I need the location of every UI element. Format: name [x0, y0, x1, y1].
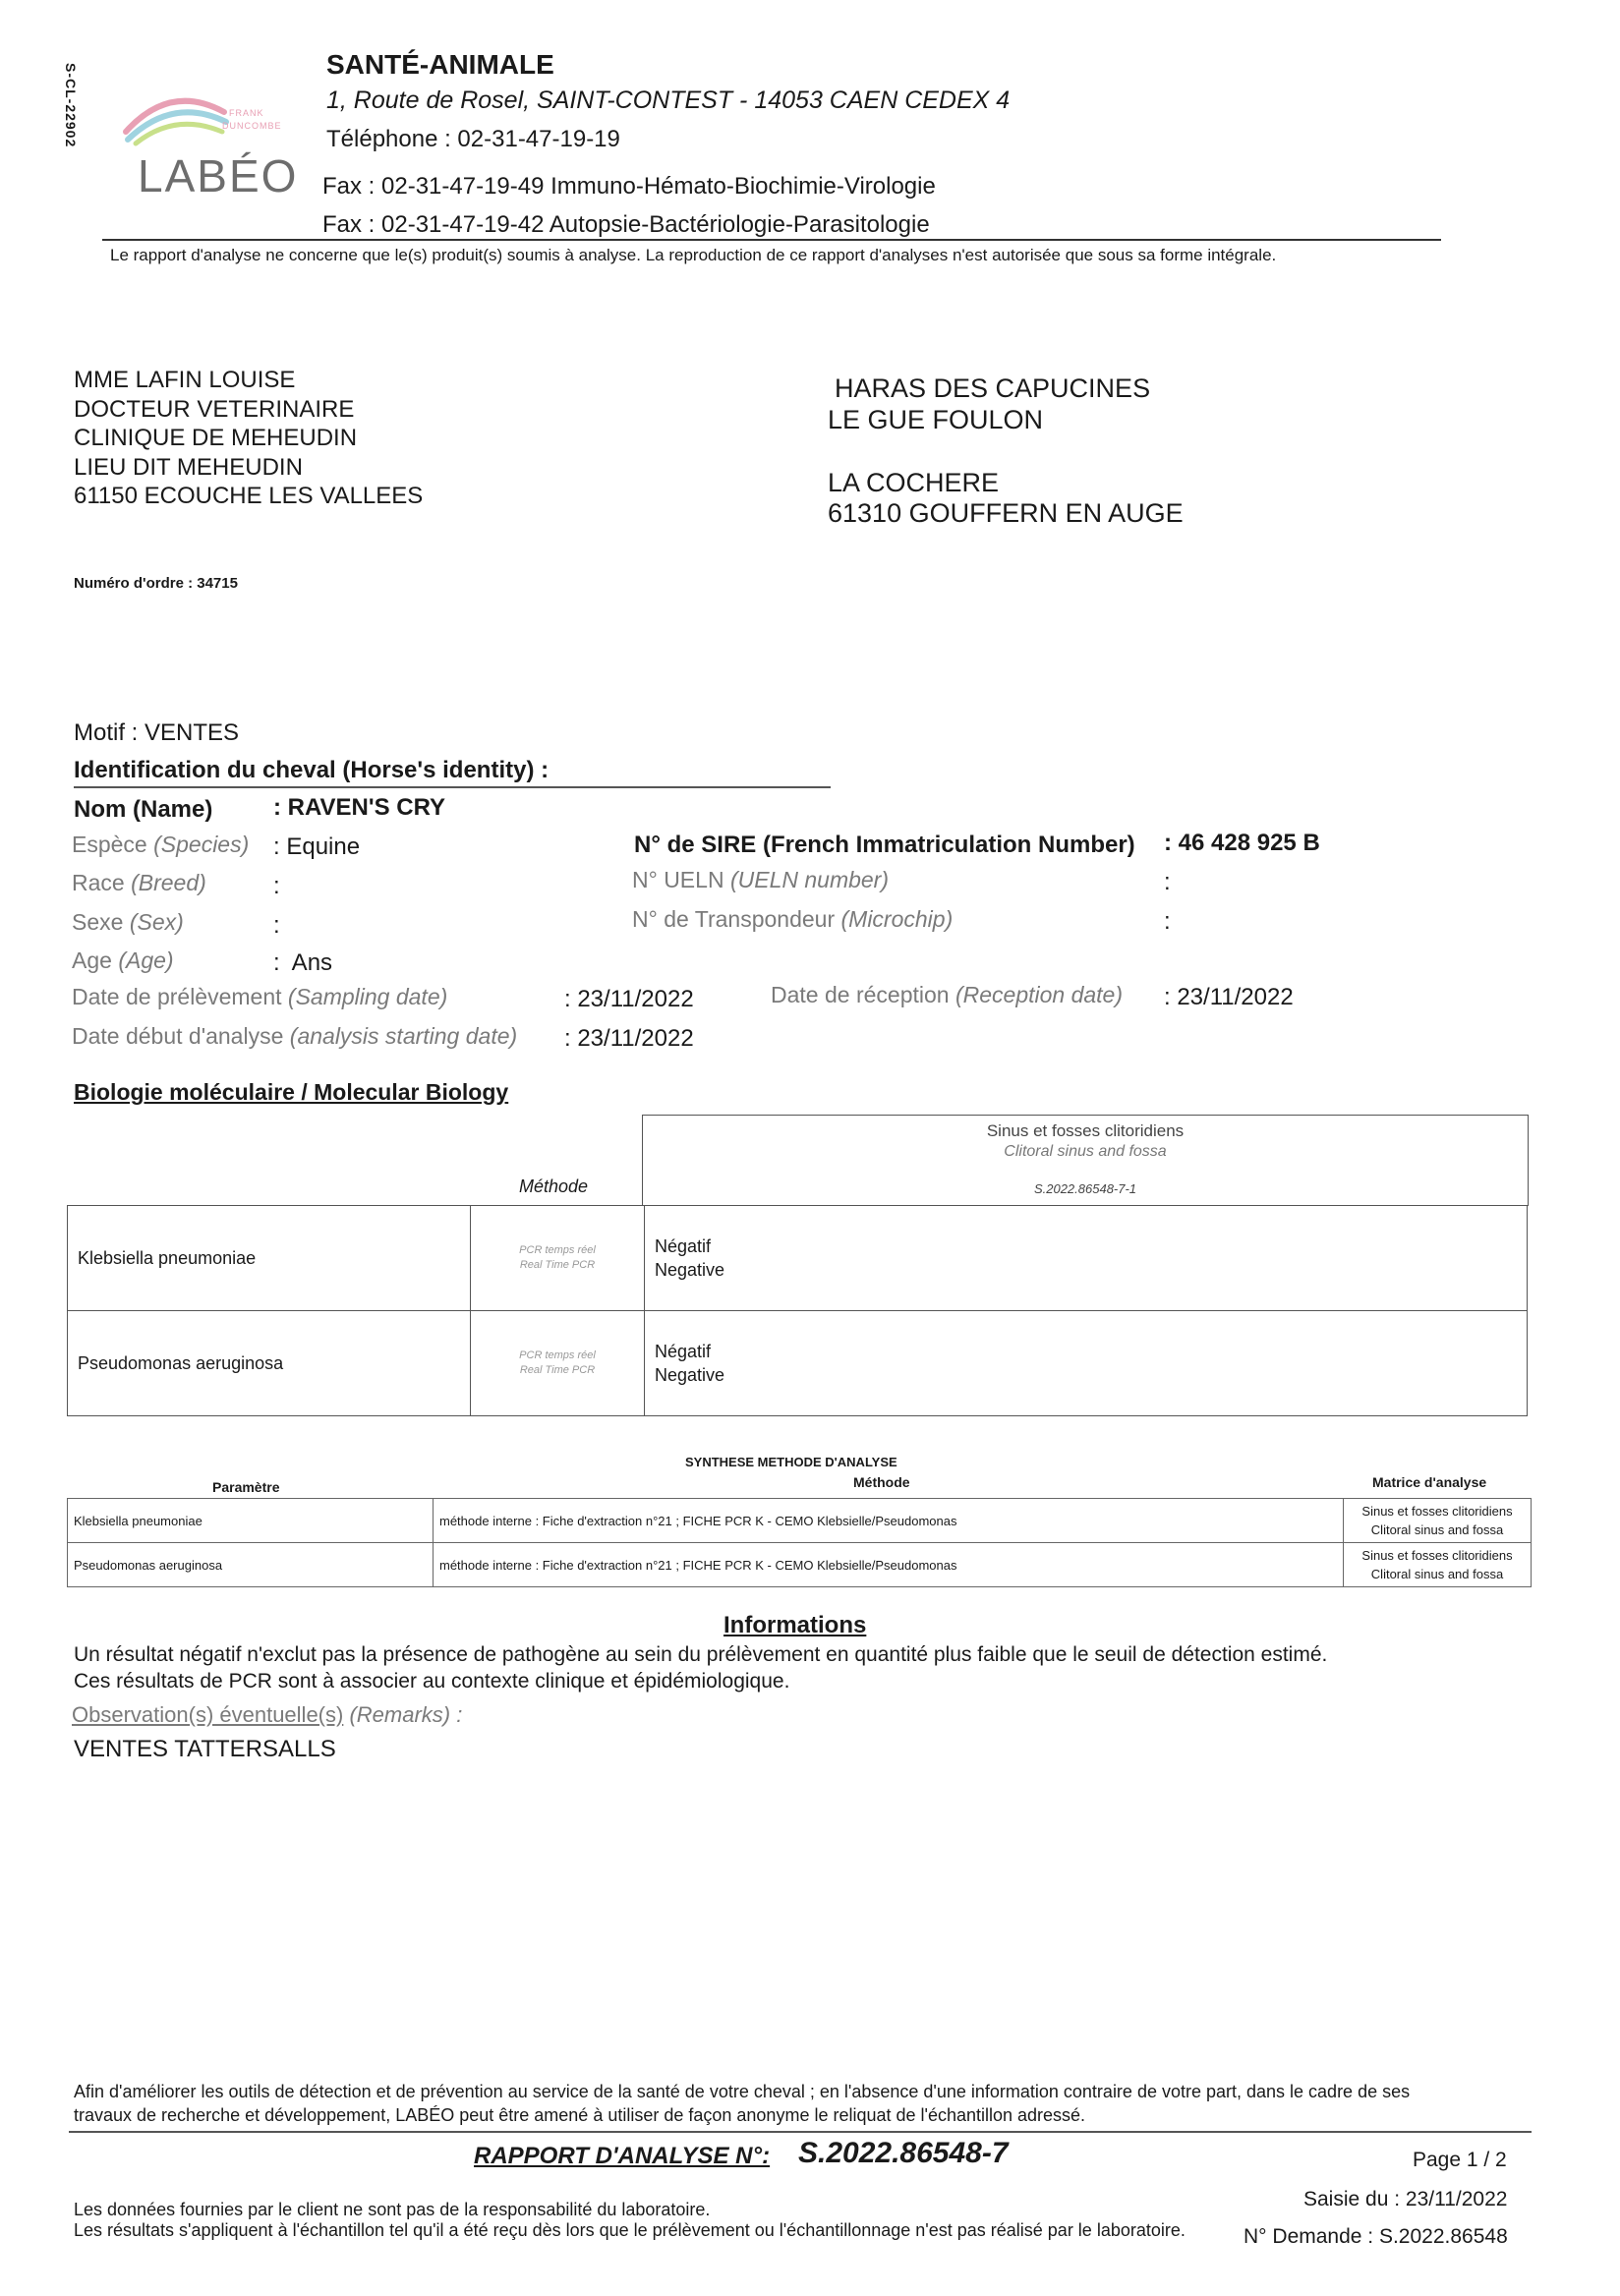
report-number: S.2022.86548-7 — [798, 2137, 1009, 2169]
informations-line1: Un résultat négatif n'exclut pas la présence de pathogène au sein du prélèvement en quantité plus faible que le seuil de détection estimé. — [74, 1643, 1328, 1666]
informations-line2: Ces résultats de PCR sont à associer au contexte clinique et épidémiologique. — [74, 1670, 790, 1693]
synthesis-method: méthode interne : Fiche d'extraction n°21 ; FICHE PCR K - CEMO Klebsielle/Pseudomonas — [434, 1499, 1344, 1543]
reception-date-value: : 23/11/2022 — [1164, 984, 1294, 1010]
ueln-value: : — [1164, 869, 1171, 895]
synthesis-param: Klebsiella pneumoniae — [68, 1499, 434, 1543]
side-code: S-CL-22902 — [63, 63, 79, 148]
saisie-date: Saisie du : 23/11/2022 — [1303, 2188, 1508, 2210]
matrix-fr: Sinus et fosses clitoridiens — [1361, 1548, 1513, 1563]
sex-value: : — [273, 912, 280, 939]
sample-header-en: Clitoral sinus and fossa — [1004, 1143, 1167, 1160]
footer-note2: travaux de recherche et développement, LABÉO peut être amené à utiliser de façon anonyme le reliquat de l'échantillon adressé. — [74, 2105, 1086, 2125]
owner-line2: LE GUE FOULON — [828, 405, 1044, 434]
remarks-value: VENTES TATTERSALLS — [74, 1736, 336, 1762]
legal-line1: Les données fournies par le client ne sont pas de la responsabilité du laboratoire. — [74, 2200, 711, 2219]
age-value: : Ans — [273, 949, 333, 976]
owner-line1: HARAS DES CAPUCINES — [835, 373, 1151, 403]
molecular-table — [67, 1205, 1528, 1416]
method-header: Méthode — [519, 1177, 589, 1196]
logo-sub2: DUNCOMBE — [222, 121, 282, 131]
result-cell — [645, 1206, 1528, 1311]
transponder-value: : — [1164, 908, 1171, 935]
disclaimer: Le rapport d'analyse ne concerne que le(s) produit(s) soumis à analyse. La reproduction de ce rapport d'analyses n'est autorisée que sous sa forme intégrale. — [110, 246, 1277, 264]
lab-name: SANTÉ-ANIMALE — [326, 49, 554, 80]
header-divider — [102, 239, 1441, 241]
result-fr: Négatif — [655, 1342, 712, 1361]
footer-divider — [69, 2131, 1532, 2133]
demande-number: N° Demande : S.2022.86548 — [1244, 2225, 1508, 2248]
remarks-label: Observation(s) éventuelle(s) (Remarks) : — [72, 1702, 463, 1727]
table-row — [68, 1206, 1528, 1311]
breed-label: Race (Breed) — [72, 870, 206, 895]
table-row — [68, 1543, 1532, 1587]
breed-value: : — [273, 873, 280, 899]
sampling-date-value: : 23/11/2022 — [564, 986, 694, 1012]
sample-id: S.2022.86548-7-1 — [1033, 1181, 1137, 1196]
result-cell — [645, 1311, 1528, 1416]
recipient-block — [74, 366, 423, 511]
method-cell — [471, 1206, 645, 1311]
method-en: Real Time PCR — [519, 1259, 596, 1271]
synthesis-matrix — [1344, 1499, 1532, 1543]
synthesis-param: Pseudomonas aeruginosa — [68, 1543, 434, 1587]
owner-line3: LA COCHERE — [828, 468, 1000, 497]
footer-note1: Afin d'améliorer les outils de détection et de prévention au service de la santé de votre cheval ; en l'absence d'une information contraire de votre part, dans le cadre de ses — [74, 2082, 1411, 2101]
motif: Motif : VENTES — [74, 719, 240, 746]
sample-header-box — [642, 1115, 1529, 1206]
synthesis-matrix — [1344, 1543, 1532, 1587]
analysis-date-value: : 23/11/2022 — [564, 1025, 694, 1052]
owner-line4: 61310 GOUFFERN EN AUGE — [828, 498, 1184, 528]
horse-name-value: : RAVEN'S CRY — [273, 794, 446, 821]
table-row — [68, 1311, 1528, 1416]
recipient-line: CLINIQUE DE MEHEUDIN — [74, 425, 358, 451]
param-cell: Pseudomonas aeruginosa — [68, 1311, 471, 1416]
ueln-label: N° UELN (UELN number) — [632, 867, 889, 892]
matrix-en: Clitoral sinus and fossa — [1370, 1522, 1504, 1537]
method-cell — [471, 1311, 645, 1416]
table-row — [68, 1499, 1532, 1543]
species-label: Espèce (Species) — [72, 832, 250, 857]
sire-label: N° de SIRE (French Immatriculation Number) — [634, 832, 1135, 858]
molecular-title: Biologie moléculaire / Molecular Biology — [74, 1079, 509, 1105]
lab-fax1: Fax : 02-31-47-19-49 Immuno-Hémato-Biochimie-Virologie — [322, 173, 936, 200]
synthesis-col-method: Méthode — [853, 1474, 910, 1490]
result-fr: Négatif — [655, 1236, 712, 1256]
legal-line2: Les résultats s'appliquent à l'échantillon tel qu'il a été reçu dès lors que le prélèvement ou l'échantillonnage n'est pas réalisé par le laboratoire. — [74, 2220, 1186, 2240]
identification-title: Identification du cheval (Horse's identity) : — [74, 757, 550, 783]
recipient-line: LIEU DIT MEHEUDIN — [74, 453, 303, 481]
age-label: Age (Age) — [72, 947, 174, 973]
sex-label: Sexe (Sex) — [72, 909, 184, 935]
sampling-date-label: Date de prélèvement (Sampling date) — [72, 984, 448, 1009]
identification-divider — [74, 786, 831, 788]
result-en: Negative — [655, 1365, 725, 1385]
recipient-line: DOCTEUR VETERINAIRE — [74, 395, 355, 423]
synthesis-method: méthode interne : Fiche d'extraction n°21 ; FICHE PCR K - CEMO Klebsielle/Pseudomonas — [434, 1543, 1344, 1587]
reception-date-label: Date de réception (Reception date) — [771, 982, 1124, 1007]
matrix-fr: Sinus et fosses clitoridiens — [1361, 1504, 1513, 1519]
matrix-en: Clitoral sinus and fossa — [1370, 1567, 1504, 1581]
result-en: Negative — [655, 1260, 725, 1280]
lab-phone: Téléphone : 02-31-47-19-19 — [326, 126, 620, 152]
logo-sub1: FRANK — [229, 108, 264, 118]
lab-fax2: Fax : 02-31-47-19-42 Autopsie-Bactériologie-Parasitologie — [322, 211, 930, 238]
order-number: Numéro d'ordre : 34715 — [74, 575, 238, 592]
synthesis-col-matrix: Matrice d'analyse — [1372, 1474, 1487, 1490]
logo — [116, 79, 313, 206]
transponder-label: N° de Transpondeur (Microchip) — [632, 906, 954, 932]
synthesis-col-param: Paramètre — [212, 1479, 280, 1495]
species-value: : Equine — [273, 833, 361, 860]
recipient-line: 61150 ECOUCHE LES VALLEES — [74, 483, 424, 509]
report-label: RAPPORT D'ANALYSE N°: — [474, 2143, 771, 2169]
horse-name-label: Nom (Name) — [74, 796, 213, 823]
analysis-date-label: Date début d'analyse (analysis starting date) — [72, 1023, 518, 1049]
method-fr: PCR temps réel — [519, 1244, 596, 1256]
sample-header-fr: Sinus et fosses clitoridiens — [986, 1121, 1185, 1140]
logo-swoosh-icon — [116, 83, 234, 151]
logo-text: LABÉO — [138, 150, 299, 201]
informations-title: Informations — [723, 1612, 867, 1638]
method-fr: PCR temps réel — [519, 1349, 596, 1361]
synthesis-table — [67, 1498, 1532, 1587]
recipient-line: MME LAFIN LOUISE — [74, 367, 296, 393]
lab-address: 1, Route de Rosel, SAINT-CONTEST - 14053 CAEN CEDEX 4 — [326, 86, 1011, 114]
page-number: Page 1 / 2 — [1413, 2149, 1507, 2171]
param-cell: Klebsiella pneumoniae — [68, 1206, 471, 1311]
sire-value: : 46 428 925 B — [1164, 830, 1320, 856]
synthesis-title: SYNTHESE METHODE D'ANALYSE — [685, 1455, 897, 1469]
method-en: Real Time PCR — [519, 1364, 596, 1376]
